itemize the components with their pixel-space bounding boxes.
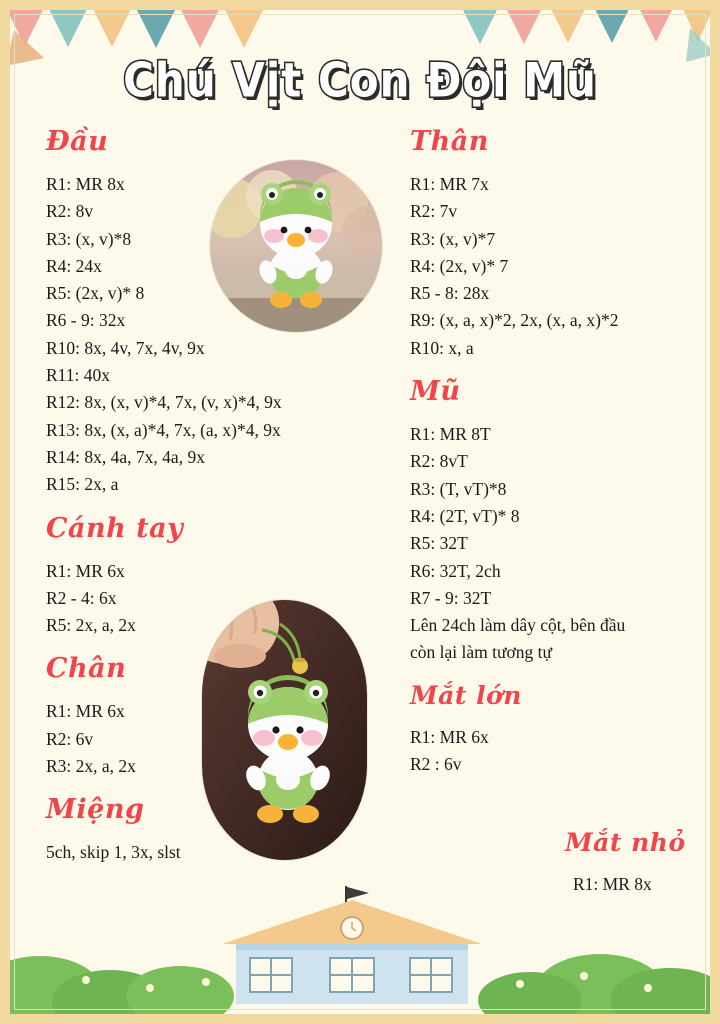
pattern-line: R1: MR 8x <box>46 174 125 194</box>
photo-duck-standing-image <box>210 160 382 332</box>
footer-illustration <box>0 884 720 1024</box>
page-title-text: Chú Vịt Con Đội Mũ <box>123 53 597 108</box>
pattern-line: R10: 8x, 4v, 7x, 4v, 9x <box>46 337 205 358</box>
pattern-line: R15: 2x, a <box>46 474 119 495</box>
pattern-note: Lên 24ch làm dây cột, bên đầu <box>410 615 626 636</box>
pattern-line: R6: 32T, 2ch <box>410 560 501 581</box>
pattern-line: R2: 8vT <box>410 451 468 472</box>
pattern-note: còn lại làm tương tự <box>410 642 552 663</box>
pattern-line: R2 - 4: 6x <box>46 587 117 608</box>
photo-duck-standing <box>210 160 382 332</box>
house-illustration <box>222 886 482 1004</box>
pattern-line: R5: (2x, v)* 8 <box>46 283 145 304</box>
pattern-line: R14: 8x, 4a, 7x, 4a, 9x <box>46 446 205 467</box>
pattern-line: R1: MR 8x <box>573 874 652 894</box>
pattern-line: R12: 8x, (x, v)*4, 7x, (v, x)*4, 9x <box>46 392 282 413</box>
pattern-line: R3: (T, vT)*8 <box>410 478 507 499</box>
pattern-line: R3: (x, v)*7 <box>410 228 496 249</box>
pattern-line: R4: (2x, v)* 7 <box>410 255 509 276</box>
section-heading-chan: Chân <box>46 653 127 685</box>
pattern-line: R4: (2T, vT)* 8 <box>410 505 520 526</box>
pattern-line: R5: 2x, a, 2x <box>46 615 136 636</box>
section-heading-dau: Đầu <box>46 126 109 157</box>
pattern-line: R2 : 6v <box>410 754 462 775</box>
section-mat-lon <box>410 681 700 779</box>
section-heading-mieng: Miệng <box>46 794 145 826</box>
pattern-line: R2: 6v <box>46 728 94 749</box>
pattern-line: R13: 8x, (x, a)*4, 7x, (a, x)*4, 9x <box>46 419 281 440</box>
right-column <box>410 126 700 792</box>
section-heading-than: Thân <box>410 126 489 157</box>
pattern-line: R1: MR 7x <box>410 174 489 194</box>
pattern-line: R11: 40x <box>46 365 111 386</box>
pattern-line: R2: 8v <box>46 201 94 222</box>
pattern-line: R6 - 9: 32x <box>46 310 126 331</box>
pattern-line: R3: 2x, a, 2x <box>46 756 136 777</box>
section-mat-nho <box>565 828 715 898</box>
pattern-line: R10: x, a <box>410 337 474 358</box>
pattern-line: R5: 32T <box>410 533 468 554</box>
pattern-line: R1: MR 6x <box>410 726 489 747</box>
pattern-line: R9: (x, a, x)*2, 2x, (x, a, x)*2 <box>410 310 619 331</box>
pattern-line: R1: MR 6x <box>46 560 125 581</box>
pattern-line: R1: MR 6x <box>46 701 125 722</box>
photo-duck-in-hand-image <box>202 600 367 860</box>
section-heading-mu: Mũ <box>410 376 461 408</box>
section-mu <box>410 376 700 667</box>
page-title <box>0 53 720 108</box>
section-heading-mat-lon: Mắt lớn <box>410 680 522 710</box>
section-heading-canh-tay: Cánh tay <box>46 512 184 544</box>
photo-duck-in-hand <box>202 600 367 860</box>
section-than <box>410 126 700 362</box>
pattern-line: R7 - 9: 32T <box>410 587 492 608</box>
pattern-line: R4: 24x <box>46 255 102 276</box>
pattern-line: R3: (x, v)*8 <box>46 228 132 249</box>
pattern-line: R2: 7v <box>410 201 458 222</box>
pattern-line: R1: MR 8T <box>410 424 491 445</box>
section-heading-mat-nho: Mắt nhỏ <box>565 828 686 857</box>
pattern-line: R5 - 8: 28x <box>410 283 490 304</box>
pattern-line: 5ch, skip 1, 3x, slst <box>46 842 181 863</box>
